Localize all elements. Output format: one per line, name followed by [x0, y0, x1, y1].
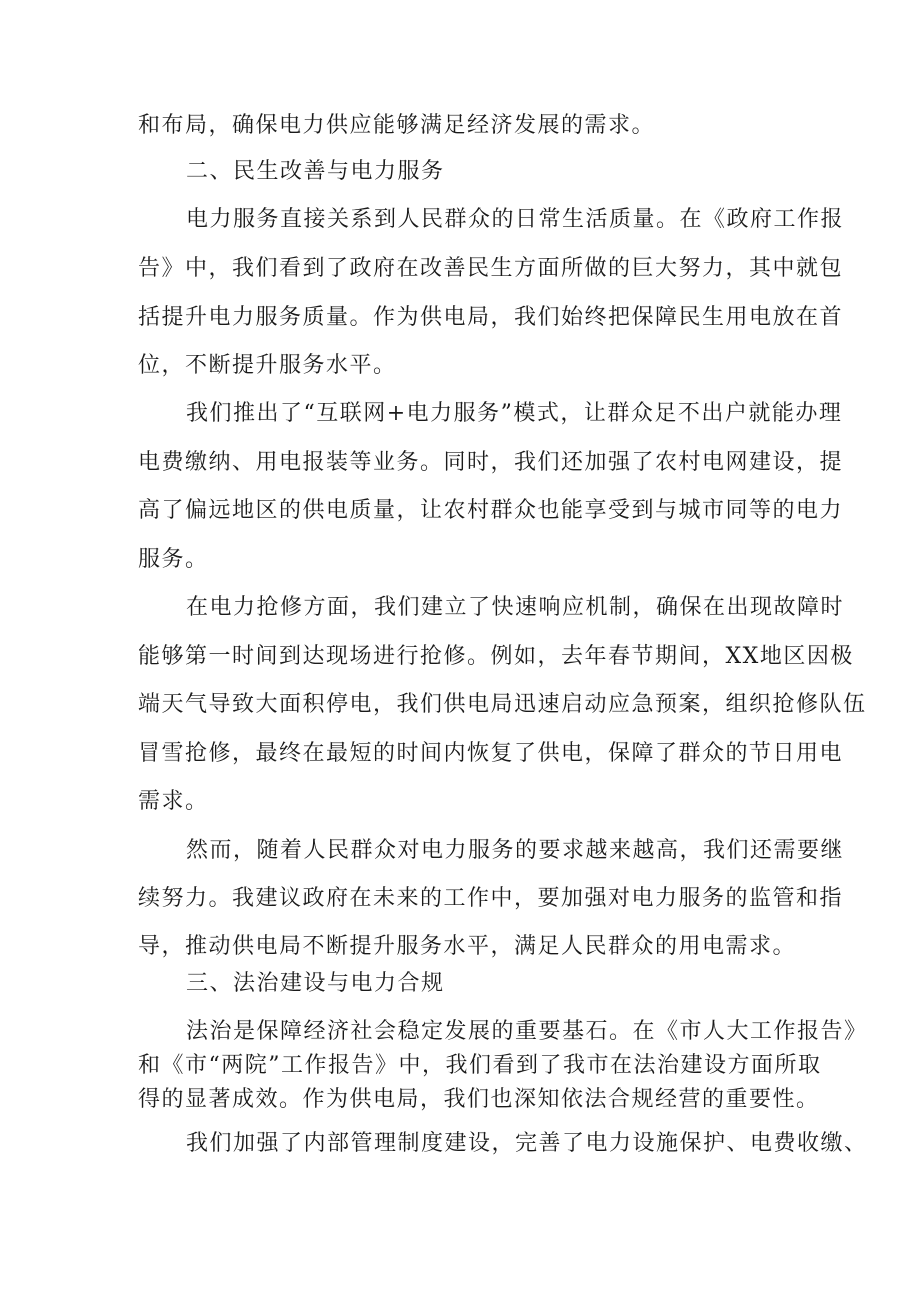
paragraph-line: 然而，随着人民群众对电力服务的要求越来越高，我们还需要继	[186, 838, 845, 863]
paragraph-line: 电费缴纳、用电报装等业务。同时，我们还加强了农村电网建设，提	[138, 450, 844, 475]
paragraph-line: 告》中，我们看到了政府在改善民生方面所做的巨大努力，其中就包	[138, 256, 844, 281]
section-heading: 二、民生改善与电力服务	[186, 159, 445, 184]
paragraph-line: 需求。	[138, 789, 209, 814]
paragraph-line: 和《市“两院”工作报告》中，我们看到了我市在法治建设方面所取	[138, 1053, 822, 1078]
paragraph-line: 能够第一时间到达现场进行抢修。例如，去年春节期间，XX地区因极	[138, 644, 854, 669]
paragraph-line: 和布局，确保电力供应能够满足经济发展的需求。	[138, 113, 656, 138]
paragraph-line: 我们加强了内部管理制度建设，完善了电力设施保护、电费收缴、	[186, 1131, 868, 1156]
paragraph-line: 得的显著成效。作为供电局，我们也深知依法合规经营的重要性。	[138, 1087, 820, 1112]
paragraph-line: 括提升电力服务质量。作为供电局，我们始终把保障民生用电放在首	[138, 305, 844, 330]
paragraph-line: 位，不断提升服务水平。	[138, 353, 397, 378]
paragraph-line: 服务。	[138, 547, 209, 572]
paragraph-line: 端天气导致大面积停电，我们供电局迅速启动应急预案，组织抢修队伍	[138, 692, 867, 717]
paragraph-line: 续努力。我建议政府在未来的工作中，要加强对电力服务的监管和指	[138, 886, 844, 911]
paragraph-line: 高了偏远地区的供电质量，让农村群众也能享受到与城市同等的电力	[138, 498, 844, 523]
paragraph-line: 法治是保障经济社会稳定发展的重要基石。在《市人大工作报告》	[186, 1019, 868, 1044]
section-heading: 三、法治建设与电力合规	[186, 971, 445, 996]
paragraph-line: 在电力抢修方面，我们建立了快速响应机制，确保在出现故障时	[186, 595, 845, 620]
paragraph-line: 冒雪抢修，最终在最短的时间内恢复了供电，保障了群众的节日用电	[138, 741, 844, 766]
paragraph-line: 导，推动供电局不断提升服务水平，满足人民群众的用电需求。	[138, 934, 797, 959]
paragraph-line: 电力服务直接关系到人民群众的日常生活质量。在《政府工作报	[186, 207, 845, 232]
paragraph-line: 我们推出了“互联网+电力服务”模式，让群众足不出户就能办理	[186, 401, 843, 426]
